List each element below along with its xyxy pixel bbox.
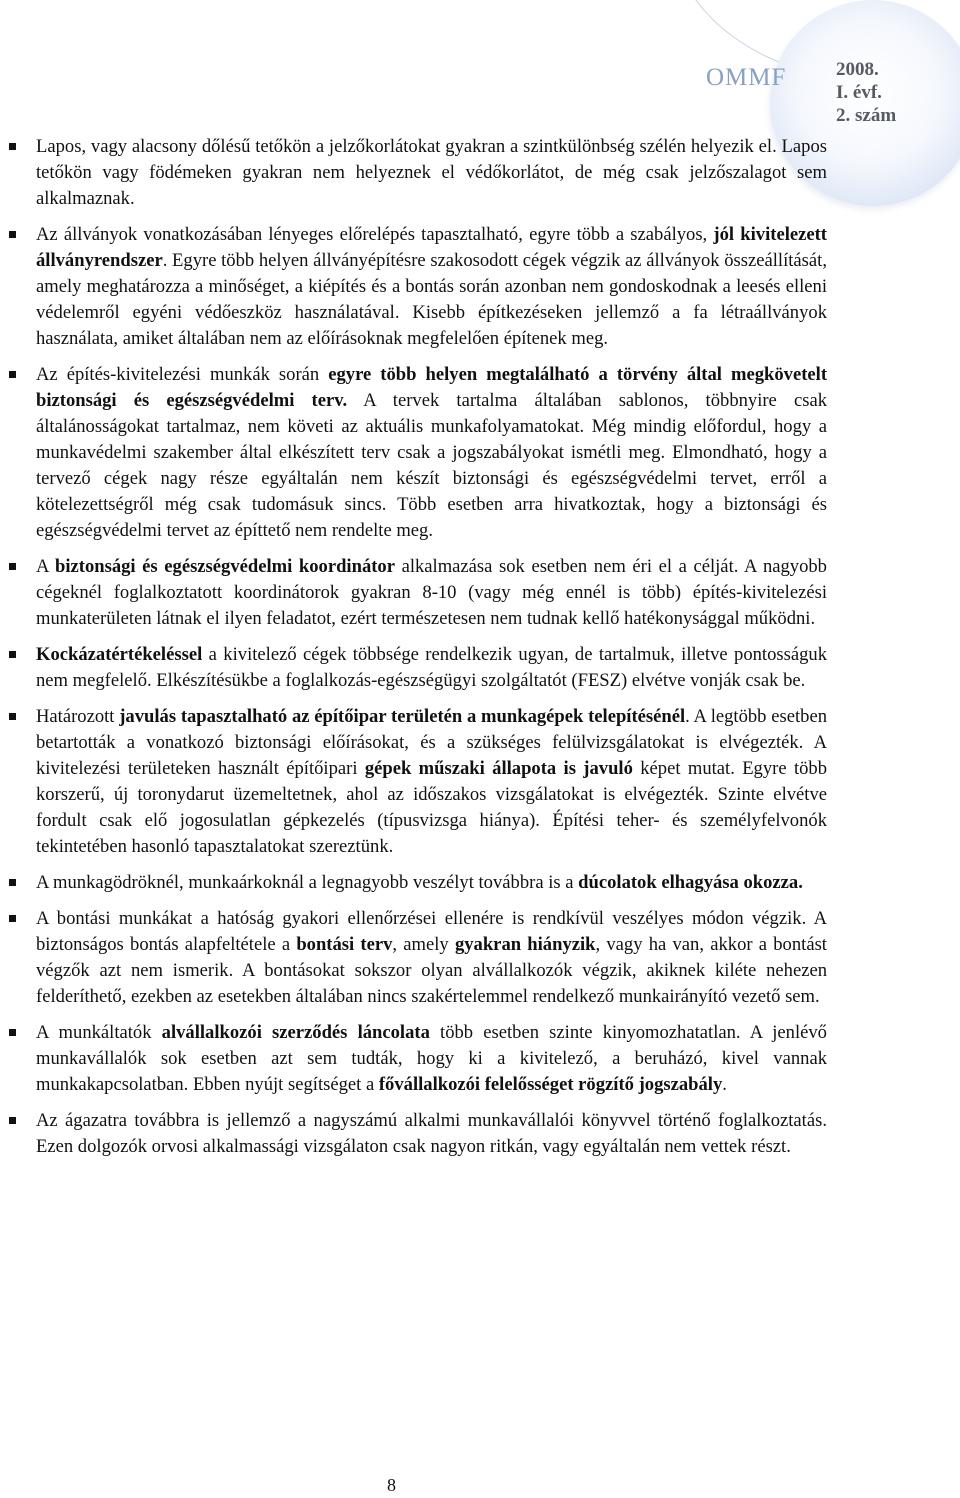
bold-text-run: egyre több helyen megtalálható a törvény által megkövetelt biztonsági és egészségvédelmi terv. bbox=[36, 364, 828, 411]
bullet-item bbox=[9, 704, 827, 860]
bullet-item bbox=[9, 870, 827, 896]
square-bullet-icon bbox=[9, 231, 16, 238]
square-bullet-icon bbox=[9, 143, 16, 150]
text-run: Az ágazatra továbbra is jellemző a nagyszámú alkalmi munkavállalói könyvvel történő foglalkoztatás. Ezen dolgozók orvosi alkalmassági vizsgálaton csak nagyon ritkán, vagy egyáltalán nem vettek részt. bbox=[36, 1110, 827, 1157]
square-bullet-icon bbox=[9, 915, 16, 922]
bold-text-run: javulás tapasztalható az építőipar területén a munkagépek telepítésénél bbox=[119, 706, 686, 727]
square-bullet-icon bbox=[9, 1029, 16, 1036]
bold-text-run: fővállalkozói felelősséget rögzítő jogszabály bbox=[378, 1074, 723, 1095]
bold-text-run: Kockázatértékeléssel bbox=[36, 644, 203, 665]
text-run: Az állványok vonatkozásában lényeges előrelépés tapasztalható, egyre több a szabályos, bbox=[36, 224, 714, 245]
issue-badge bbox=[836, 58, 926, 127]
text-run: A bontási munkákat a hatóság gyakori ellenőrzései ellenére is rendkívül veszélyes módon végzik. A biztonságos bontás alapfeltétele a bbox=[36, 908, 827, 955]
text-run: képet mutat. Egyre több korszerű, új toronydarut üzemeltetnek, ahol az időszakos vizsgálatokat is elvégezték. Szinte elvétve fordult csak elő jogosulatlan gépkezelés (típusvizsga hiánya). Építési teher- és személyfelvonók tekintetében hasonló tapasztalatokat szereztünk. bbox=[36, 758, 827, 857]
square-bullet-icon bbox=[9, 651, 16, 658]
square-bullet-icon bbox=[9, 371, 16, 378]
bold-text-run: gépek műszaki állapota is javuló bbox=[364, 758, 633, 779]
text-run: , vagy ha van, akkor a bontást végzők azt nem ismerik. A bontásokat sokszor olyan alvállalkozók végzik, akiknek kiléte nehezen felderíthető, ezekben az esetekben általában nincs szakértelemmel rendelkező munkairányító vezető sem. bbox=[36, 934, 827, 1007]
text-run: A munkagödröknél, munkaárkoknál a legnagyobb veszélyt továbbra is a bbox=[36, 872, 579, 893]
text-run: . A legtöbb esetben betartották a vonatkozó biztonsági előírásokat, és a szükséges felülvizsgálatokat is elvégezték. A kivitelezési területeken használt építőipari bbox=[36, 706, 827, 779]
issue-year: 2008. bbox=[836, 59, 879, 80]
bullet-item bbox=[9, 222, 827, 352]
bullet-item bbox=[9, 1108, 827, 1160]
bold-text-run: bontási terv bbox=[296, 934, 393, 955]
bullet-item bbox=[9, 642, 827, 694]
bullet-item bbox=[9, 362, 827, 544]
square-bullet-icon bbox=[9, 563, 16, 570]
text-run: Lapos, vagy alacsony dőlésű tetőkön a jelzőkorlátokat gyakran a szintkülönbség szélén helyezik el. Lapos tetőkön vagy födémeken gyakran nem helyeznek el védőkorlátot, de még csak jelzőszalagot sem alkalmaznak. bbox=[36, 136, 827, 209]
text-run: . Egyre több helyen állványépítésre szakosodott cégek végzik az állványok összeállítását, amely meghatározza a minőséget, a kiépítés és a bontás során azonban nem gondoskodnak a leesés elleni védelemről egyéni védőeszköz használatával. Kisebb építkezéseken jellemző a fa létraállványok használata, amiket általában nem az előírásoknak megfelelően építenek meg. bbox=[36, 250, 827, 349]
text-run: alkalmazása sok esetben nem éri el a célját. A nagyobb cégeknél foglalkoztatott koordinátorok gyakran 8-10 (vagy még ennél is több) építés-kivitelezési munkaterületen látnak el ilyen feladatot, ezért természetesen nem tudnak kellő hatékonysággal működni. bbox=[36, 556, 827, 629]
text-run: Az építés-kivitelezési munkák során bbox=[36, 364, 329, 385]
findings-bullet-list bbox=[9, 134, 827, 1170]
text-run: több esetben szinte kinyomozhatatlan. A jenlévő munkavállalók sok esetben azt sem tudták, hogy ki a kivitelező, a beruházó, kivel vannak munkakapcsolatban. Ebben nyújt segítséget a bbox=[36, 1022, 827, 1095]
bold-text-run: dúcolatok elhagyása okozza. bbox=[578, 872, 803, 893]
bold-text-run: alvállalkozói szerződés láncolata bbox=[161, 1022, 430, 1043]
square-bullet-icon bbox=[9, 713, 16, 720]
square-bullet-icon bbox=[9, 879, 16, 886]
text-run: a kivitelező cégek többsége rendelkezik ugyan, de tartalmuk, illetve pontosságuk nem megfelelő. Elkészítésükbe a foglalkozás-egészségügyi szolgáltatót (FESZ) elvétve vonják csak be. bbox=[36, 644, 827, 691]
text-run: , amely bbox=[392, 934, 455, 955]
bullet-item bbox=[9, 1020, 827, 1098]
text-run: A munkáltatók bbox=[36, 1022, 162, 1043]
issue-volume: I. évf. bbox=[836, 82, 882, 103]
bullet-item bbox=[9, 134, 827, 212]
issue-number: 2. szám bbox=[836, 105, 897, 126]
text-run: A bbox=[36, 556, 55, 577]
square-bullet-icon bbox=[9, 1117, 16, 1124]
bold-text-run: gyakran hiányzik bbox=[454, 934, 596, 955]
text-run: . bbox=[722, 1074, 727, 1095]
text-run: A tervek tartalma általában sablonos, többnyire csak általánosságokat tartalmaz, nem követi az aktuális munkafolyamatokat. Még mindig előfordul, hogy a munkavédelmi szakember által elkészített terv csak a jogszabályokat ismétli meg. Elmondható, hogy a tervező cégek nagy része egyáltalán nem készít biztonsági és egészségvédelmi tervet, erről a kötelezettségről még csak tudomásuk sincs. Több esetben arra hivatkoztak, hogy a biztonsági és egészségvédelmi tervet az építtető nem rendelte meg. bbox=[36, 390, 827, 541]
journal-name: OMMF bbox=[706, 64, 787, 91]
page-number: 8 bbox=[387, 1475, 396, 1495]
bold-text-run: jól kivitelezett állványrendszer bbox=[36, 224, 828, 271]
text-run: Határozott bbox=[36, 706, 120, 727]
bullet-item bbox=[9, 554, 827, 632]
bold-text-run: biztonsági és egészségvédelmi koordinátor bbox=[55, 556, 395, 577]
bullet-item bbox=[9, 906, 827, 1010]
